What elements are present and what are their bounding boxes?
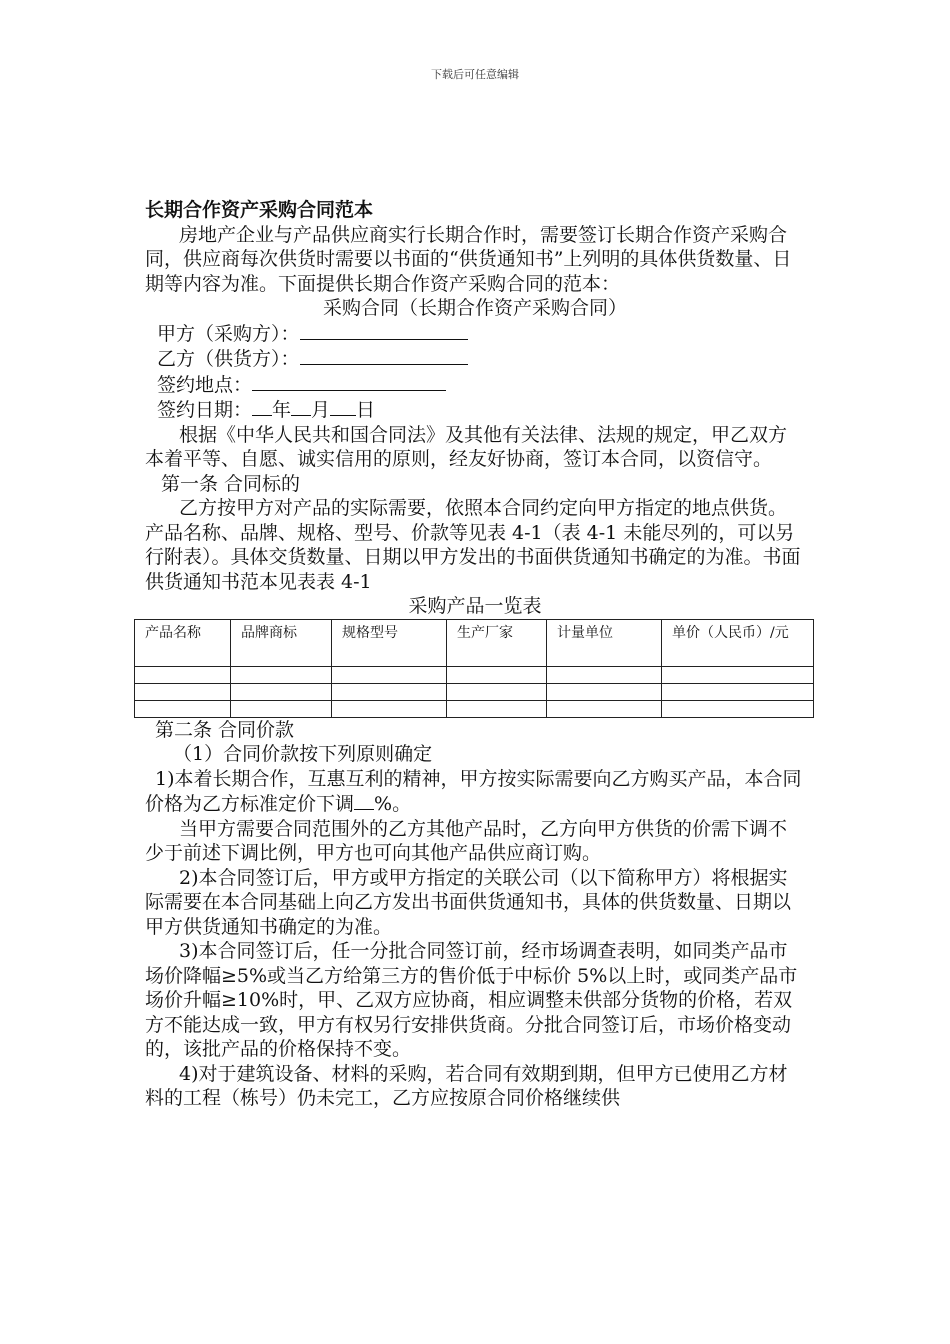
table-cell [447,666,547,683]
month-blank [291,397,311,416]
article-2-para-4: 4)对于建筑设备、材料的采购，若合同有效期到期，但甲方已使用乙方材料的工程（栋号）仍未完工，乙方应按原合同价格继续供 [145,1062,788,1109]
table-header-cell: 单价（人民币）/元 [662,619,814,666]
article-2-para-1-text: 1)本着长期合作，互惠互利的精神，甲方按实际需要向乙方购买产品，本合同价格为乙方标准定价下调 [145,767,802,815]
table-header-cell: 产品名称 [135,619,231,666]
table-cell [332,683,447,700]
product-table [134,619,814,718]
article-1-title: 第一条 合同标的 [161,472,301,495]
table-cell [332,700,447,717]
table-cell [447,700,547,717]
day-label: 日 [356,399,376,421]
table-header-cell: 生产厂家 [447,619,547,666]
table-cell [547,700,662,717]
article-1-body: 乙方按甲方对产品的实际需要，依照本合同约定向甲方指定的地点供货。产品名称、品牌、规格、型号、价款等见表 4-1（表 4-1 未能尽列的，可以另行附表）。具体交货数量、日期以甲方发出的书面供货通知书确定的为准。书面供货通知书范本见表表 4-1 [145,497,801,593]
table-row [135,666,814,683]
table-header-cell: 品牌商标 [231,619,332,666]
party-b-label: 乙方（供货方）： [157,348,300,370]
year-label: 年 [272,399,292,421]
signing-place-blank [252,372,446,391]
table-cell [662,683,814,700]
article-2-para-1b: 当甲方需要合同范围外的乙方其他产品时，乙方向甲方供货的价需下调不少于前述下调比例，甲方也可向其他产品供应商订购。 [145,817,788,864]
table-header-cell: 规格型号 [332,619,447,666]
table-cell [135,683,231,700]
table-cell [231,683,332,700]
party-a-label: 甲方（采购方）： [157,322,300,345]
document-body [145,198,805,1111]
article-2-para-1 [145,767,805,817]
party-b-blank [300,346,468,365]
article-2-para-2: 2)本合同签订后，甲方或甲方指定的关联公司（以下简称甲方）将根据实际需要在本合同基础上向乙方发出书面供货通知书，具体的供货数量、日期以甲方供货通知书确定的为准。 [145,866,792,938]
table-cell [231,666,332,683]
article-2-para-1-suffix: %。 [374,793,412,815]
table-header-row [135,619,814,666]
table-cell [547,666,662,683]
intro-paragraph: 房地产企业与产品供应商实行长期合作时，需要签订长期合作资产采购合同，供应商每次供货时需要以书面的“供货通知书”上列明的具体供货数量、日期等内容为准。下面提供长期合作资产采购合同的范本： [145,223,792,295]
table-cell [135,666,231,683]
party-a-blank [300,321,468,340]
document-title: 长期合作资产采购合同范本 [145,199,374,221]
article-2-title: 第二条 合同价款 [155,718,295,741]
signing-date-label: 签约日期： [157,399,253,421]
year-blank [252,397,272,416]
month-label: 月 [311,399,331,421]
table-header-cell: 计量单位 [547,619,662,666]
article-2-para-3: 3)本合同签订后，任一分批合同签订前，经市场调查表明，如同类产品市场价降幅≥5%或当乙方给第三方的售价低于中标价 5%以上时，或同类产品市场价升幅≥10%时，甲、乙双方应协商，相应调整未供部分货物的价格，若双方不能达成一致，甲方有权另行安排供货商。分批合同签订后，市场价格变动的，该批产品的价格保持不变。 [145,940,798,1060]
basis-paragraph: 根据《中华人民共和国合同法》及其他有关法律、法规的规定，甲乙双方本着平等、自愿、诚实信用的原则，经友好协商，签订本合同，以资信守。 [145,423,788,470]
signing-place-line [145,372,805,398]
table-cell [662,700,814,717]
header-note: 下载后可任意编辑 [431,68,519,81]
table-row [135,700,814,717]
party-a-line [145,321,805,347]
signing-date-line [145,397,805,423]
table-cell [547,683,662,700]
contract-heading: 采购合同（长期合作资产采购合同） [322,297,627,319]
table-caption: 采购产品一览表 [408,595,542,617]
table-cell [332,666,447,683]
table-cell [662,666,814,683]
discount-blank [354,791,374,810]
table-row [135,683,814,700]
article-2-item-1: （1）合同价款按下列原则确定 [173,743,433,765]
signing-place-label: 签约地点： [157,373,253,396]
table-cell [447,683,547,700]
table-cell [135,700,231,717]
party-b-line [145,346,805,372]
table-cell [231,700,332,717]
day-blank [330,397,356,416]
